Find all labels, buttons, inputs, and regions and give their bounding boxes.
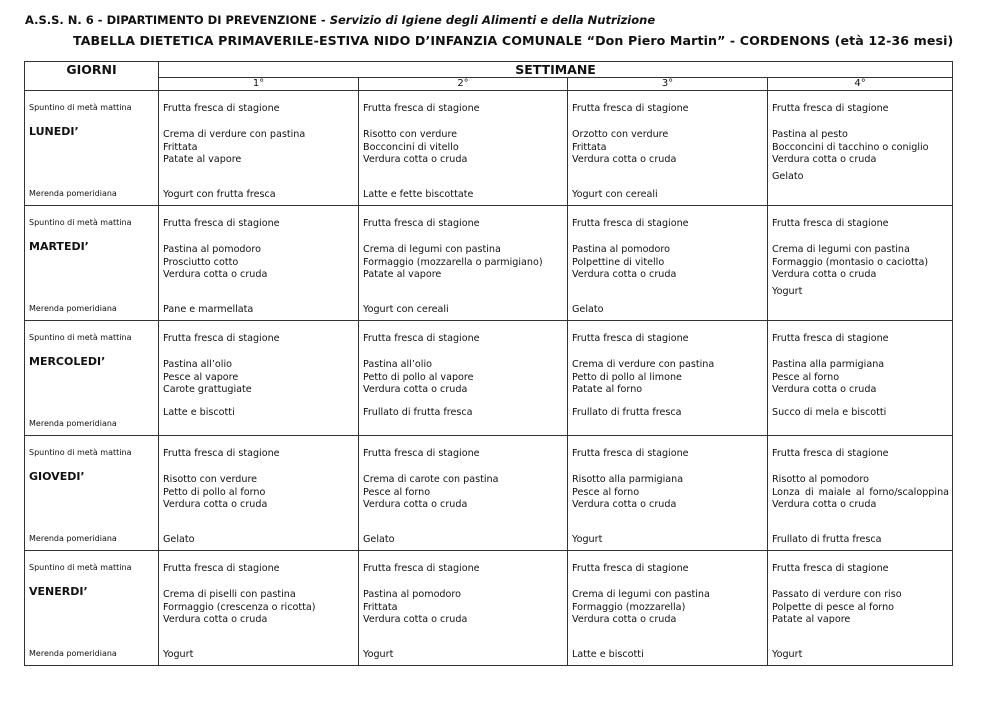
lunch-item: Pastina al pesto: [772, 129, 848, 140]
morning-snack: Frutta fresca di stagione: [163, 218, 280, 229]
lunch-menu: [163, 244, 355, 282]
lunch-menu: [772, 129, 949, 167]
table-row: [25, 91, 953, 206]
lunch-item: Petto di pollo al limone: [572, 371, 682, 383]
afternoon-snack: Gelato: [572, 304, 604, 315]
menu-cell: [568, 206, 768, 321]
lunch-item: Formaggio (crescenza o ricotta): [163, 601, 316, 613]
lunch-item: Verdura cotta o cruda: [572, 614, 677, 625]
afternoon-snack: Gelato: [163, 534, 195, 545]
lunch-item: Orzotto con verdure: [572, 129, 669, 140]
week-header: 1°: [159, 78, 359, 91]
lunch-item: Pesce al forno: [363, 486, 431, 498]
morning-snack: Frutta fresca di stagione: [772, 103, 889, 114]
lunch-menu: [772, 589, 949, 627]
morning-snack: Frutta fresca di stagione: [572, 103, 689, 114]
morning-snack: Frutta fresca di stagione: [363, 103, 480, 114]
lunch-item: Risotto con verdure: [363, 129, 458, 140]
lunch-item: Polpettine di vitello: [572, 256, 665, 268]
lunch-item: Verdura cotta o cruda: [163, 614, 268, 625]
lunch-menu: [572, 589, 764, 627]
lunch-item: Crema di verdure con pastina: [163, 129, 306, 140]
afternoon-snack: Yogurt: [772, 649, 803, 660]
day-name: MERCOLEDI’: [29, 355, 106, 368]
afternoon-snack: Yogurt con cereali: [363, 304, 449, 315]
week-header: 4°: [768, 78, 953, 91]
day-cell: [25, 321, 159, 436]
morning-snack: Frutta fresca di stagione: [572, 218, 689, 229]
lunch-item: Verdura cotta o cruda: [572, 499, 677, 510]
lunch-menu: [363, 359, 564, 397]
lunch-menu: [572, 244, 764, 282]
morning-snack: Frutta fresca di stagione: [163, 563, 280, 574]
morning-snack: Frutta fresca di stagione: [572, 333, 689, 344]
lunch-item: Patate al vapore: [163, 154, 242, 165]
col-header-days: GIORNI: [25, 62, 159, 91]
lunch-item: Carote grattugiate: [163, 384, 252, 395]
afternoon-snack: Frullato di frutta fresca: [772, 534, 882, 545]
snack-morning-label: Spuntino di metà mattina: [29, 103, 132, 112]
lunch-item: Pesce al forno: [772, 371, 840, 383]
lunch-item: Crema di legumi con pastina: [572, 589, 710, 600]
lunch-item: Verdura cotta o cruda: [363, 384, 468, 395]
table-row: [25, 206, 953, 321]
lunch-item: Risotto al pomodoro: [772, 474, 869, 485]
day-cell: [25, 91, 159, 206]
header-line-1: [25, 13, 655, 27]
afternoon-snack: Gelato: [772, 171, 804, 182]
lunch-item: Patate al forno: [572, 384, 643, 395]
lunch-item: Pesce al forno: [572, 486, 640, 498]
snack-afternoon-label: Merenda pomeridiana: [29, 304, 117, 313]
afternoon-snack: Frullato di frutta fresca: [363, 407, 473, 418]
lunch-item: Formaggio (mozzarella o parmigiano): [363, 256, 543, 268]
lunch-menu: [772, 474, 949, 512]
menu-cell: [768, 551, 953, 666]
lunch-item: Verdura cotta o cruda: [772, 384, 877, 395]
lunch-item: Bocconcini di tacchino o coniglio: [772, 141, 929, 153]
afternoon-snack: Gelato: [363, 534, 395, 545]
afternoon-snack: Pane e marmellata: [163, 304, 254, 315]
menu-cell: [568, 551, 768, 666]
week-header: 3°: [568, 78, 768, 91]
afternoon-snack: Yogurt con cereali: [572, 189, 658, 200]
lunch-item: Verdura cotta o cruda: [363, 154, 468, 165]
lunch-menu: [772, 244, 949, 282]
morning-snack: Frutta fresca di stagione: [363, 448, 480, 459]
lunch-item: Frittata: [572, 141, 607, 153]
lunch-item: Lonza di maiale al forno/scaloppina: [772, 486, 950, 498]
morning-snack: Frutta fresca di stagione: [163, 103, 280, 114]
afternoon-snack: Yogurt: [772, 286, 803, 297]
lunch-item: Petto di pollo al forno: [163, 486, 266, 498]
lunch-item: Verdura cotta o cruda: [163, 499, 268, 510]
lunch-item: Verdura cotta o cruda: [363, 499, 468, 510]
afternoon-snack: Yogurt: [163, 649, 194, 660]
morning-snack: Frutta fresca di stagione: [363, 563, 480, 574]
morning-snack: Frutta fresca di stagione: [163, 333, 280, 344]
lunch-menu: [572, 129, 764, 167]
lunch-item: Crema di carote con pastina: [363, 474, 499, 485]
menu-cell: [359, 91, 568, 206]
lunch-item: Passato di verdure con riso: [772, 589, 902, 600]
lunch-item: Frittata: [363, 601, 398, 613]
menu-cell: [159, 91, 359, 206]
day-name: VENERDI’: [29, 585, 88, 598]
morning-snack: Frutta fresca di stagione: [772, 563, 889, 574]
morning-snack: Frutta fresca di stagione: [572, 563, 689, 574]
menu-cell: [359, 551, 568, 666]
lunch-item: Pesce al vapore: [163, 371, 239, 383]
morning-snack: Frutta fresca di stagione: [772, 333, 889, 344]
snack-morning-label: Spuntino di metà mattina: [29, 563, 132, 572]
snack-afternoon-label: Merenda pomeridiana: [29, 419, 117, 428]
lunch-item: Pastina all’olio: [363, 359, 432, 370]
lunch-item: Prosciutto cotto: [163, 256, 239, 268]
lunch-item: Verdura cotta o cruda: [572, 269, 677, 280]
lunch-menu: [163, 474, 355, 512]
table-row: [25, 551, 953, 666]
table-row: [25, 436, 953, 551]
table-row: [25, 321, 953, 436]
menu-cell: [359, 436, 568, 551]
lunch-item: Polpette di pesce al forno: [772, 601, 895, 613]
snack-afternoon-label: Merenda pomeridiana: [29, 189, 117, 198]
menu-cell: [568, 321, 768, 436]
lunch-item: Risotto alla parmigiana: [572, 474, 684, 485]
day-cell: [25, 551, 159, 666]
lunch-menu: [572, 474, 764, 512]
lunch-menu: [772, 359, 949, 397]
lunch-item: Pastina al pomodoro: [163, 244, 261, 255]
menu-cell: [768, 436, 953, 551]
lunch-menu: [363, 589, 564, 627]
snack-morning-label: Spuntino di metà mattina: [29, 448, 132, 457]
lunch-item: Bocconcini di vitello: [363, 141, 459, 153]
lunch-menu: [163, 589, 355, 627]
lunch-item: Patate al vapore: [772, 614, 851, 625]
menu-cell: [568, 436, 768, 551]
snack-morning-label: Spuntino di metà mattina: [29, 333, 132, 342]
lunch-item: Crema di legumi con pastina: [772, 244, 910, 255]
day-name: GIOVEDI’: [29, 470, 85, 483]
lunch-item: Verdura cotta o cruda: [163, 269, 268, 280]
afternoon-snack: Frullato di frutta fresca: [572, 407, 682, 418]
menu-cell: [359, 321, 568, 436]
lunch-item: Verdura cotta o cruda: [772, 154, 877, 165]
menu-cell: [159, 551, 359, 666]
menu-cell: [359, 206, 568, 321]
snack-afternoon-label: Merenda pomeridiana: [29, 534, 117, 543]
menu-cell: [568, 91, 768, 206]
morning-snack: Frutta fresca di stagione: [772, 218, 889, 229]
lunch-item: Crema di piselli con pastina: [163, 589, 296, 600]
lunch-item: Pastina all’olio: [163, 359, 232, 370]
lunch-item: Risotto con verdure: [163, 474, 258, 485]
day-name: LUNEDI’: [29, 125, 79, 138]
lunch-menu: [163, 129, 355, 167]
header-service: Servizio di Igiene degli Alimenti e della Nutrizione: [329, 13, 656, 27]
afternoon-snack: Latte e biscotti: [163, 407, 235, 418]
snack-morning-label: Spuntino di metà mattina: [29, 218, 132, 227]
lunch-item: Pastina al pomodoro: [363, 589, 461, 600]
lunch-item: Pastina alla parmigiana: [772, 359, 885, 370]
document-title: TABELLA DIETETICA PRIMAVERILE-ESTIVA NIDO D’INFANZIA COMUNALE “Don Piero Martin” - CORDENONS (età 12-36 mesi): [73, 33, 954, 48]
menu-cell: [159, 321, 359, 436]
header-department: A.S.S. N. 6 - DIPARTIMENTO DI PREVENZIONE -: [25, 13, 326, 27]
diet-table: [24, 61, 953, 666]
day-name: MARTEDI’: [29, 240, 89, 253]
lunch-item: Verdura cotta o cruda: [572, 154, 677, 165]
morning-snack: Frutta fresca di stagione: [772, 448, 889, 459]
menu-cell: [159, 436, 359, 551]
lunch-item: Crema di legumi con pastina: [363, 244, 501, 255]
afternoon-snack: Yogurt con frutta fresca: [163, 189, 276, 200]
lunch-item: Crema di verdure con pastina: [572, 359, 715, 370]
menu-cell: [768, 91, 953, 206]
week-header: 2°: [359, 78, 568, 91]
afternoon-snack: Yogurt: [572, 534, 603, 545]
snack-afternoon-label: Merenda pomeridiana: [29, 649, 117, 658]
morning-snack: Frutta fresca di stagione: [163, 448, 280, 459]
table-body: [25, 91, 953, 666]
lunch-menu: [363, 244, 564, 282]
lunch-item: Verdura cotta o cruda: [772, 499, 877, 510]
lunch-menu: [363, 474, 564, 512]
lunch-item: Formaggio (mozzarella): [572, 601, 686, 613]
menu-cell: [768, 206, 953, 321]
lunch-item: Verdura cotta o cruda: [363, 614, 468, 625]
morning-snack: Frutta fresca di stagione: [363, 218, 480, 229]
day-cell: [25, 206, 159, 321]
lunch-menu: [572, 359, 764, 397]
col-header-weeks: SETTIMANE: [159, 62, 953, 78]
morning-snack: Frutta fresca di stagione: [363, 333, 480, 344]
lunch-item: Frittata: [163, 141, 198, 153]
lunch-item: Formaggio (montasio o caciotta): [772, 256, 929, 268]
lunch-item: Verdura cotta o cruda: [772, 269, 877, 280]
lunch-item: Patate al vapore: [363, 269, 442, 280]
afternoon-snack: Yogurt: [363, 649, 394, 660]
menu-cell: [159, 206, 359, 321]
afternoon-snack: Latte e fette biscottate: [363, 189, 474, 200]
morning-snack: Frutta fresca di stagione: [572, 448, 689, 459]
menu-cell: [768, 321, 953, 436]
lunch-item: Pastina al pomodoro: [572, 244, 670, 255]
lunch-menu: [163, 359, 355, 397]
lunch-menu: [363, 129, 564, 167]
lunch-item: Petto di pollo al vapore: [363, 371, 474, 383]
afternoon-snack: Succo di mela e biscotti: [772, 407, 887, 418]
day-cell: [25, 436, 159, 551]
afternoon-snack: Latte e biscotti: [572, 649, 644, 660]
